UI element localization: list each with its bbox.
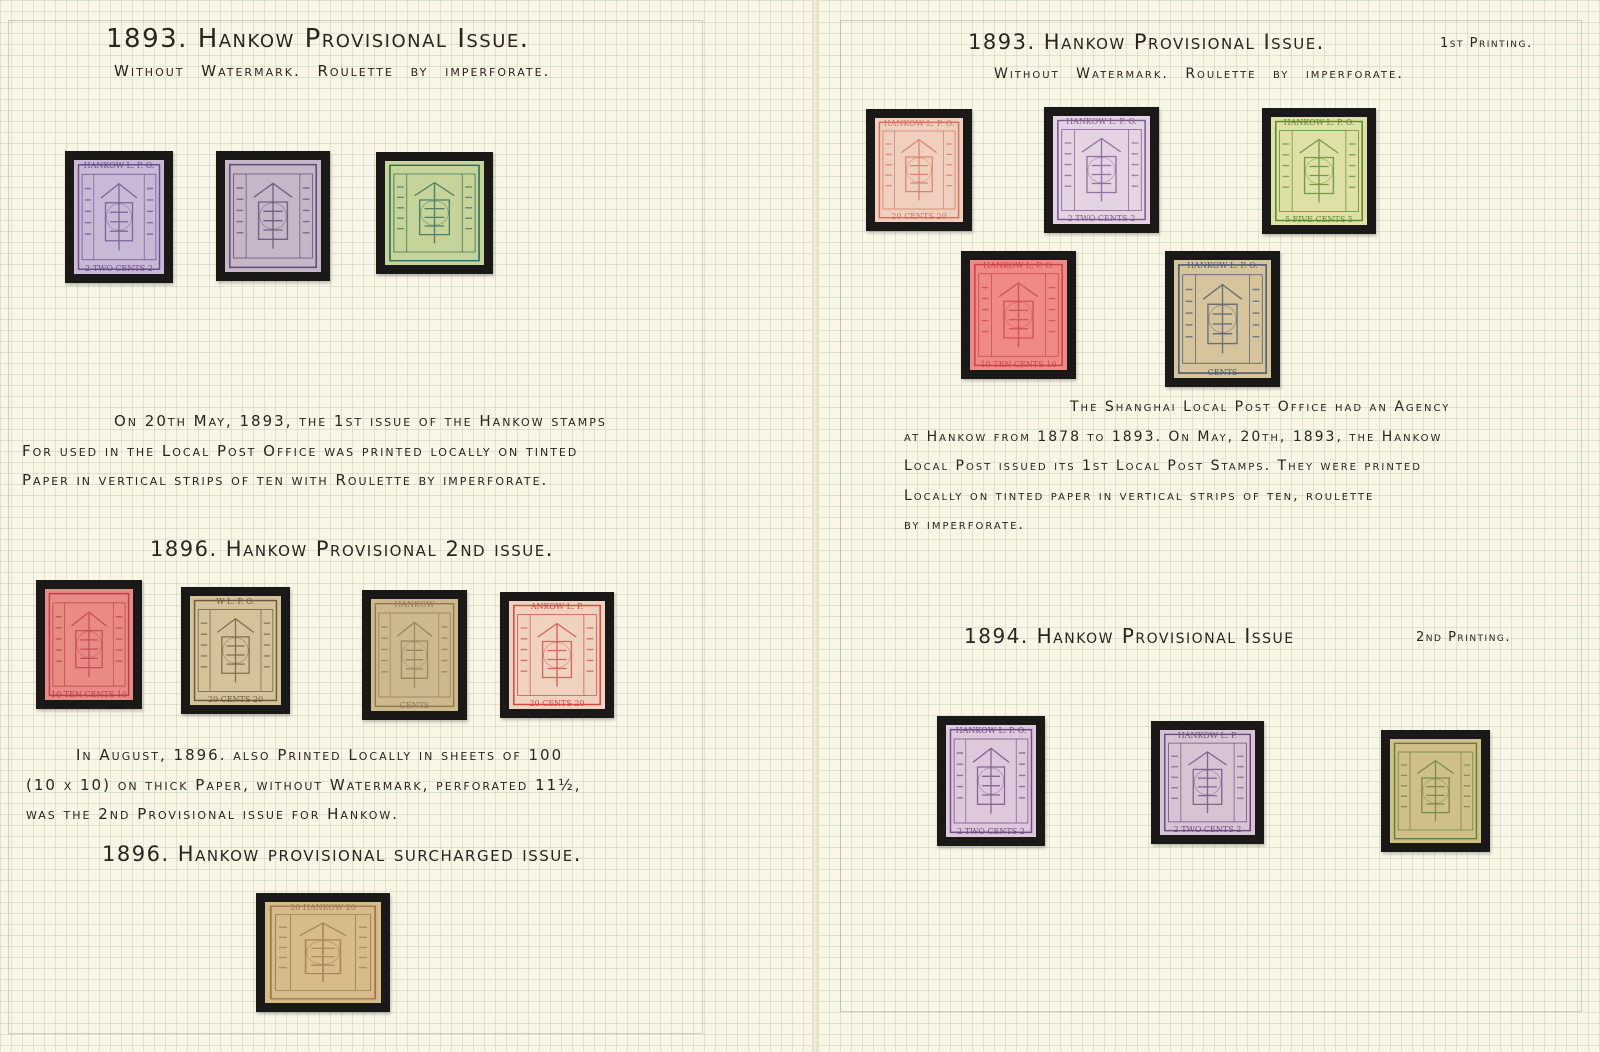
stamp [371, 599, 458, 711]
stamp-design-icon [946, 725, 1036, 837]
stamp-design-icon [385, 161, 484, 265]
left-title-2: 1896. Hankow Provisional 2nd issue. [150, 537, 554, 561]
right-row1-stamp-mount-1 [866, 109, 972, 231]
stamp-value-inscription: 2 TWO CENTS 2 [85, 264, 153, 273]
right-paragraph [904, 393, 1450, 541]
stamp [45, 589, 133, 700]
stamp-design-icon [970, 260, 1067, 370]
stamp-top-inscription: HANKOW L. P. O. [1283, 118, 1355, 127]
right-row2-stamp-mount-2 [1165, 251, 1280, 387]
stamp-top-inscription: HANKOW L. P. O. [1066, 117, 1137, 126]
stamp-design-icon [509, 601, 605, 709]
right-row1-stamp-mount-2 [1044, 107, 1159, 233]
left-row2-stamp-mount-3 [362, 590, 467, 720]
left-subtitle: Without Watermark. Roulette by imperforate. [114, 62, 551, 80]
right-title: 1893. Hankow Provisional Issue. [968, 30, 1325, 54]
left-para2-line-1: In August, 1896. also Printed Locally in sheets of 100 [76, 746, 564, 764]
stamp-top-inscription: 20 HANKOW 20 [290, 903, 356, 912]
stamp-top-inscription: HANKOW L. P. O. [983, 261, 1054, 270]
stamp-value-inscription: CENTS [1207, 368, 1238, 377]
stamp-value-inscription: 5 FIVE CENTS 5 [1285, 215, 1353, 224]
stamp-value-inscription: 2 TWO CENTS 2 [1173, 825, 1242, 834]
stamp-design-icon [371, 599, 458, 711]
stamp-top-inscription: HANKOW L. P. [1177, 731, 1238, 740]
right-para-line-2: at Hankow from 1878 to 1893. On May, 20th, 1893, the Hankow [904, 428, 1443, 445]
left-row1-stamp-mount-3 [376, 152, 493, 274]
stamp-design-icon [225, 160, 321, 272]
stamp-top-inscription: ANKOW L. P. [530, 602, 584, 611]
right-printing-label-1: 1st Printing. [1440, 36, 1533, 51]
right-printing-label-2: 2nd Printing. [1416, 630, 1512, 645]
left-paragraph-2 [26, 741, 582, 830]
stamp-value-inscription: 20 CENTS 20 [207, 695, 264, 704]
right-row3-stamp-mount-1 [937, 716, 1045, 846]
stamp-top-inscription: W L. P. O. [216, 597, 255, 606]
left-row2-stamp-mount-2 [181, 587, 290, 714]
stamp [1390, 739, 1481, 843]
stamp-design-icon [1271, 117, 1367, 225]
left-para2-line-2: (10 x 10) on thick Paper, without Watermark, perforated 11½, [26, 775, 582, 794]
stamp-top-inscription: HANKOW L. P. O. [955, 726, 1027, 735]
stamp-value-inscription: CENTS [399, 701, 430, 710]
right-para-line-4: Locally on tinted paper in vertical strips of ten, roulette [904, 487, 1375, 504]
left-row3-stamp-mount-1 [256, 893, 390, 1012]
stamp [970, 260, 1067, 370]
stamp [946, 725, 1036, 837]
right-para-line-5: by imperforate. [904, 517, 1025, 533]
stamp-top-inscription: HANKOW L. P. O. [1187, 261, 1258, 270]
stamp [1271, 117, 1367, 225]
stamp-design-icon [1053, 116, 1150, 224]
stamp-design-icon [45, 589, 133, 700]
right-row3-stamp-mount-2 [1151, 721, 1264, 844]
left-row2-stamp-mount-1 [36, 580, 142, 709]
right-row3-stamp-mount-3 [1381, 730, 1490, 852]
right-para-line-1: The Shanghai Local Post Office had an Agency [1070, 399, 1451, 415]
stamp-design-icon [875, 118, 963, 222]
left-title: 1893. Hankow Provisional Issue. [106, 24, 530, 54]
stamp-value-inscription: 20 CENTS 20 [891, 212, 947, 221]
stamp-design-icon [265, 902, 381, 1003]
right-title-2: 1894. Hankow Provisional Issue [964, 624, 1295, 648]
left-para1-line-2: For used in the Local Post Office was printed locally on tinted [22, 441, 579, 460]
stamp [225, 160, 321, 272]
left-row1-stamp-mount-2 [216, 151, 330, 281]
stamp [74, 160, 164, 274]
stamp-top-inscription: HANKOW L. P. O. [883, 119, 955, 128]
stamp-value-inscription: 2 TWO CENTS 2 [957, 827, 1025, 836]
left-para1-line-1: On 20th May, 1893, the 1st issue of the Hankow stamps [114, 412, 607, 430]
right-subtitle: Without Watermark. Roulette by imperforate. [994, 66, 1404, 82]
stamp-design-icon [1390, 739, 1481, 843]
stamp-design-icon [74, 160, 164, 274]
left-title-3: 1896. Hankow provisional surcharged issue. [102, 842, 582, 866]
stamp-design-icon [1160, 730, 1255, 835]
stamp-top-inscription: HANKOW L. P. O. [83, 161, 155, 170]
stamp [1160, 730, 1255, 835]
left-row1-stamp-mount-1 [65, 151, 173, 283]
left-paragraph-1 [22, 407, 607, 496]
stamp [1174, 260, 1271, 378]
stamp-value-inscription: 2 TWO CENTS 2 [1067, 214, 1136, 223]
left-para1-line-3: Paper in vertical strips of ten with Roulette by imperforate. [22, 471, 549, 489]
stamp-design-icon [1174, 260, 1271, 378]
stamp-value-inscription: 10 TEN CENTS 10 [980, 360, 1057, 369]
stamp [190, 596, 281, 705]
stamp [875, 118, 963, 222]
right-album-page [818, 0, 1600, 1052]
right-para-line-3: Local Post issued its 1st Local Post Stamps. They were printed [904, 458, 1422, 474]
stamp-design-icon [190, 596, 281, 705]
stamp [265, 902, 381, 1003]
left-para2-line-3: was the 2nd Provisional issue for Hankow. [26, 805, 400, 823]
stamp [509, 601, 605, 709]
stamp-top-inscription: HANKOW [394, 600, 435, 609]
stamp-value-inscription: 20 CENTS 20 [529, 699, 585, 708]
stamp-value-inscription: 10 TEN CENTS 10 [51, 690, 127, 699]
left-row2-stamp-mount-4 [500, 592, 614, 718]
right-row1-stamp-mount-3 [1262, 108, 1376, 234]
stamp [1053, 116, 1150, 224]
right-row2-stamp-mount-1 [961, 251, 1076, 379]
stamp [385, 161, 484, 265]
